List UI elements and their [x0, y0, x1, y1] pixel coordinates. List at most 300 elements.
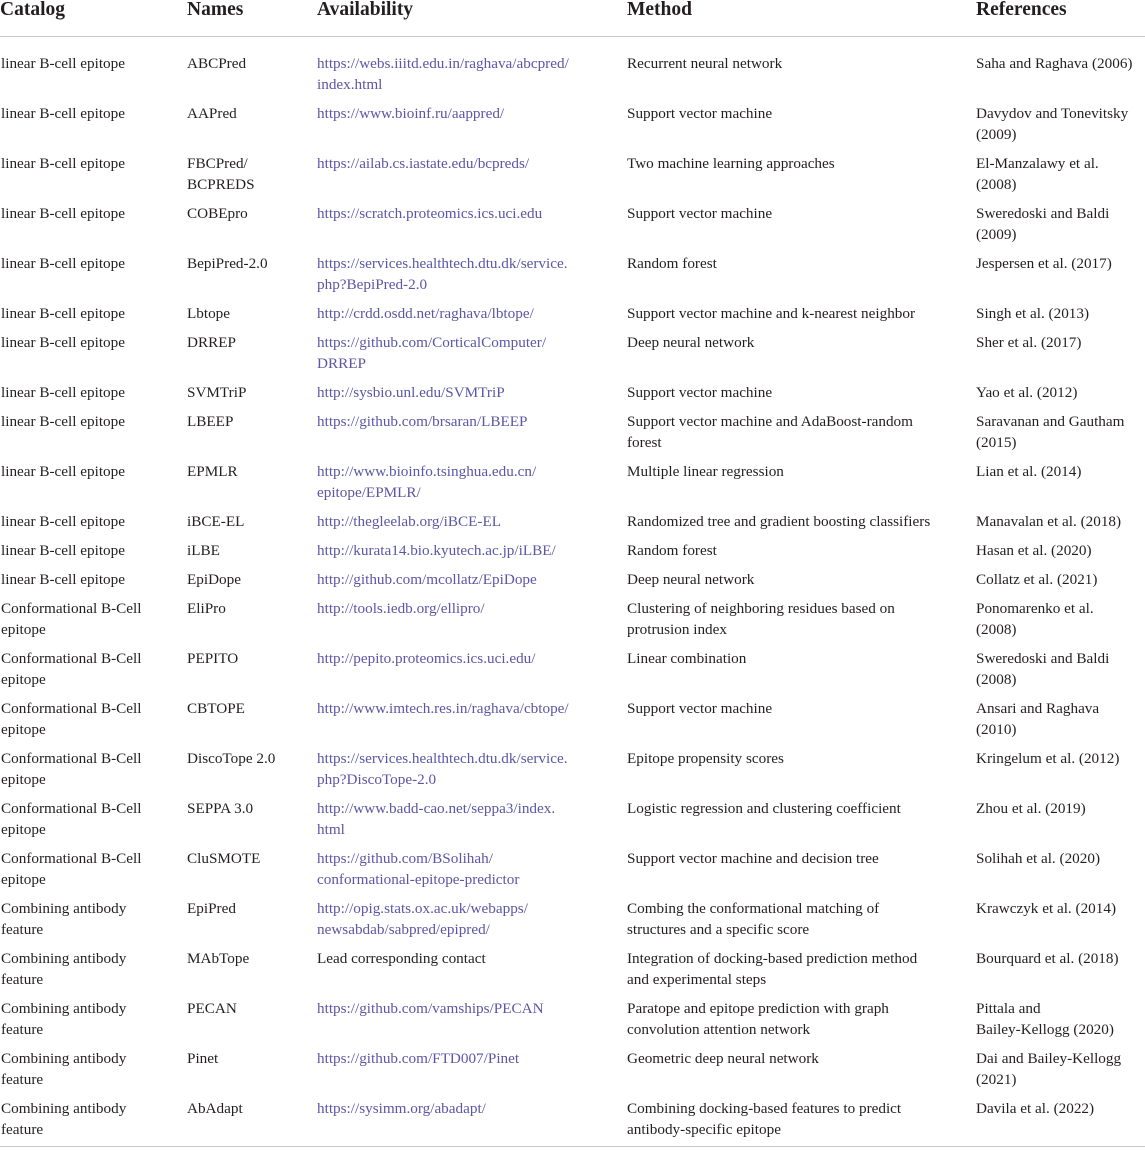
table-row — [0, 195, 1145, 245]
method-column-cell — [627, 37, 976, 96]
catalog-column-cell — [0, 640, 187, 690]
catalog-cell: feature — [1, 971, 44, 988]
reference-column-cell — [976, 503, 1145, 532]
availability-column-cell — [317, 890, 627, 940]
reference-column-cell — [976, 790, 1145, 840]
method-cell: Support vector machine — [627, 205, 773, 222]
reference-column-cell — [976, 690, 1145, 740]
method-cell: Support vector machine and decision tree — [627, 850, 879, 867]
reference-column-cell — [976, 990, 1145, 1040]
catalog-column-cell — [0, 145, 187, 195]
catalog-column-cell — [0, 590, 187, 640]
method-cell: Multiple linear regression — [627, 463, 784, 480]
availability-column-cell — [317, 590, 627, 640]
reference-cell: Jespersen et al. (2017) — [976, 255, 1112, 272]
method-column-cell — [627, 324, 976, 374]
reference-cell: Kringelum et al. (2012) — [976, 750, 1120, 767]
reference-cell: Krawczyk et al. (2014) — [976, 900, 1117, 917]
table-row — [0, 990, 1145, 1040]
availability-link[interactable]: https://ailab.cs.iastate.edu/bcpreds/ — [317, 155, 530, 172]
reference-column-cell — [976, 590, 1145, 640]
tool-name-cell: BCPREDS — [187, 176, 255, 193]
reference-cell: Bourquard et al. (2018) — [976, 950, 1119, 967]
method-column-cell — [627, 690, 976, 740]
name-column-cell — [187, 245, 317, 295]
availability-link[interactable]: https://github.com/BSolihah/ — [317, 850, 493, 867]
catalog-cell: linear B-cell epitope — [1, 571, 125, 588]
method-column-cell — [627, 95, 976, 145]
method-column-cell — [627, 503, 976, 532]
reference-cell: Ponomarenko et al. — [976, 600, 1094, 617]
tool-name-cell: SEPPA 3.0 — [187, 800, 254, 817]
header-availability: Availability — [317, 0, 627, 37]
name-column-cell — [187, 403, 317, 453]
table-row — [0, 690, 1145, 740]
method-cell: Random forest — [627, 542, 717, 559]
reference-cell: (2021) — [976, 1071, 1017, 1088]
name-column-cell — [187, 503, 317, 532]
method-column-cell — [627, 940, 976, 990]
name-column-cell — [187, 561, 317, 590]
availability-link[interactable]: php?BepiPred-2.0 — [317, 276, 428, 293]
table-row — [0, 245, 1145, 295]
name-column-cell — [187, 940, 317, 990]
catalog-column-cell — [0, 95, 187, 145]
reference-cell: Manavalan et al. (2018) — [976, 513, 1122, 530]
availability-link[interactable]: epitope/EPMLR/ — [317, 484, 421, 501]
catalog-cell: Combining antibody — [1, 1050, 127, 1067]
availability-link[interactable]: https://webs.iiitd.edu.in/raghava/abcpred/ — [317, 55, 569, 72]
availability-column-cell — [317, 145, 627, 195]
name-column-cell — [187, 690, 317, 740]
catalog-cell: epitope — [1, 671, 46, 688]
reference-cell: Davydov and Tonevitsky — [976, 105, 1129, 122]
availability-link[interactable]: php?DiscoTope-2.0 — [317, 771, 437, 788]
catalog-cell: Conformational B-Cell — [1, 800, 142, 817]
reference-cell: Singh et al. (2013) — [976, 305, 1090, 322]
reference-cell: Ansari and Raghava — [976, 700, 1100, 717]
name-column-cell — [187, 37, 317, 96]
availability-column-cell — [317, 195, 627, 245]
method-column-cell — [627, 145, 976, 195]
availability-link[interactable]: DRREP — [317, 355, 366, 372]
reference-cell: (2008) — [976, 176, 1017, 193]
reference-column-cell — [976, 740, 1145, 790]
catalog-cell: epitope — [1, 771, 46, 788]
catalog-cell: Conformational B-Cell — [1, 600, 142, 617]
availability-link[interactable]: https://scratch.proteomics.ics.uci.edu — [317, 205, 543, 222]
availability-link[interactable]: https://github.com/brsaran/LBEEP — [317, 413, 528, 430]
name-column-cell — [187, 532, 317, 561]
availability-column-cell — [317, 690, 627, 740]
catalog-cell: Combining antibody — [1, 900, 127, 917]
availability-column-cell — [317, 245, 627, 295]
availability-link[interactable]: html — [317, 821, 345, 838]
catalog-cell: linear B-cell epitope — [1, 155, 125, 172]
table-row — [0, 453, 1145, 503]
reference-cell: Solihah et al. (2020) — [976, 850, 1101, 867]
method-column-cell — [627, 295, 976, 324]
availability-link[interactable]: https://github.com/FTD007/Pinet — [317, 1050, 520, 1067]
name-column-cell — [187, 890, 317, 940]
reference-column-cell — [976, 37, 1145, 96]
availability-column-cell — [317, 95, 627, 145]
tool-name-cell: ABCPred — [187, 55, 247, 72]
name-column-cell — [187, 374, 317, 403]
catalog-column-cell — [0, 740, 187, 790]
availability-link[interactable]: http://thegleelab.org/iBCE-EL — [317, 513, 502, 530]
method-column-cell — [627, 195, 976, 245]
table-row — [0, 95, 1145, 145]
availability-link[interactable]: http://www.imtech.res.in/raghava/cbtope/ — [317, 700, 569, 717]
availability-column-cell — [317, 453, 627, 503]
catalog-cell: linear B-cell epitope — [1, 55, 125, 72]
header-method: Method — [627, 0, 976, 37]
table-row — [0, 1090, 1145, 1147]
reference-column-cell — [976, 532, 1145, 561]
availability-column-cell — [317, 1090, 627, 1147]
catalog-cell: Combining antibody — [1, 1100, 127, 1117]
tool-name-cell: EliPro — [187, 600, 226, 617]
tool-name-cell: DiscoTope 2.0 — [187, 750, 276, 767]
tool-name-cell: MAbTope — [187, 950, 250, 967]
catalog-cell: linear B-cell epitope — [1, 255, 125, 272]
availability-column-cell — [317, 790, 627, 840]
catalog-cell: Conformational B-Cell — [1, 750, 142, 767]
method-column-cell — [627, 1090, 976, 1147]
header-references: References — [976, 0, 1145, 37]
availability-column-cell — [317, 740, 627, 790]
reference-cell: Saravanan and Gautham — [976, 413, 1125, 430]
method-cell: Linear combination — [627, 650, 747, 667]
catalog-column-cell — [0, 453, 187, 503]
catalog-column-cell — [0, 990, 187, 1040]
availability-link[interactable]: http://sysbio.unl.edu/SVMTriP — [317, 384, 505, 401]
availability-column-cell — [317, 403, 627, 453]
tool-name-cell: PEPITO — [187, 650, 239, 667]
reference-cell: Hasan et al. (2020) — [976, 542, 1092, 559]
reference-column-cell — [976, 640, 1145, 690]
reference-column-cell — [976, 453, 1145, 503]
reference-column-cell — [976, 940, 1145, 990]
header-catalog: Catalog — [0, 0, 187, 37]
table-row — [0, 561, 1145, 590]
tool-name-cell: PECAN — [187, 1000, 237, 1017]
reference-cell: Sweredoski and Baldi — [976, 205, 1110, 222]
availability-link[interactable]: https://github.com/vamships/PECAN — [317, 1000, 544, 1017]
availability-column-cell — [317, 324, 627, 374]
availability-column-cell — [317, 295, 627, 324]
reference-column-cell — [976, 374, 1145, 403]
availability-column-cell — [317, 37, 627, 96]
method-cell: Support vector machine — [627, 700, 773, 717]
name-column-cell — [187, 740, 317, 790]
reference-cell: (2010) — [976, 721, 1017, 738]
reference-column-cell — [976, 840, 1145, 890]
tool-name-cell: AAPred — [187, 105, 237, 122]
table-row — [0, 790, 1145, 840]
catalog-cell: linear B-cell epitope — [1, 384, 125, 401]
reference-cell: El-Manzalawy et al. — [976, 155, 1099, 172]
name-column-cell — [187, 1040, 317, 1090]
method-column-cell — [627, 790, 976, 840]
method-cell: Random forest — [627, 255, 717, 272]
name-column-cell — [187, 990, 317, 1040]
table-row — [0, 590, 1145, 640]
table-row — [0, 403, 1145, 453]
table-row — [0, 503, 1145, 532]
name-column-cell — [187, 295, 317, 324]
reference-column-cell — [976, 245, 1145, 295]
method-cell: antibody-specific epitope — [627, 1121, 781, 1138]
tool-name-cell: iLBE — [187, 542, 220, 559]
tool-name-cell: DRREP — [187, 334, 236, 351]
table-row — [0, 295, 1145, 324]
availability-column-cell — [317, 840, 627, 890]
method-cell: Combining docking-based features to predict — [627, 1100, 902, 1117]
availability-column-cell — [317, 640, 627, 690]
catalog-cell: Combining antibody — [1, 1000, 127, 1017]
catalog-cell: linear B-cell epitope — [1, 334, 125, 351]
catalog-cell: epitope — [1, 871, 46, 888]
method-column-cell — [627, 640, 976, 690]
method-cell: Clustering of neighboring residues based on — [627, 600, 895, 617]
tool-name-cell: BepiPred-2.0 — [187, 255, 268, 272]
catalog-cell: feature — [1, 1071, 44, 1088]
tool-name-cell: AbAdapt — [187, 1100, 243, 1117]
reference-column-cell — [976, 295, 1145, 324]
method-column-cell — [627, 453, 976, 503]
availability-column-cell — [317, 374, 627, 403]
catalog-cell: linear B-cell epitope — [1, 413, 125, 430]
reference-cell: Zhou et al. (2019) — [976, 800, 1086, 817]
reference-column-cell — [976, 1040, 1145, 1090]
method-cell: Randomized tree and gradient boosting classifiers — [627, 513, 931, 530]
availability-link[interactable]: https://services.healthtech.dtu.dk/service. — [317, 750, 568, 767]
availability-link[interactable]: index.html — [317, 76, 383, 93]
catalog-cell: feature — [1, 921, 44, 938]
catalog-cell: epitope — [1, 621, 46, 638]
availability-text: Lead corresponding contact — [317, 950, 486, 967]
method-cell: Support vector machine — [627, 105, 773, 122]
method-cell: and experimental steps — [627, 971, 767, 988]
reference-column-cell — [976, 890, 1145, 940]
reference-cell: (2009) — [976, 226, 1017, 243]
availability-column-cell — [317, 532, 627, 561]
catalog-cell: linear B-cell epitope — [1, 105, 125, 122]
table-row — [0, 640, 1145, 690]
name-column-cell — [187, 1090, 317, 1147]
method-column-cell — [627, 590, 976, 640]
tool-name-cell: Pinet — [187, 1050, 219, 1067]
method-cell: Support vector machine and AdaBoost-random — [627, 413, 913, 430]
tool-name-cell: EpiDope — [187, 571, 241, 588]
availability-link[interactable]: http://tools.iedb.org/ellipro/ — [317, 600, 485, 617]
availability-column-cell — [317, 990, 627, 1040]
catalog-column-cell — [0, 890, 187, 940]
method-cell: Recurrent neural network — [627, 55, 783, 72]
reference-cell: Pittala and — [976, 1000, 1041, 1017]
reference-cell: Sher et al. (2017) — [976, 334, 1082, 351]
catalog-column-cell — [0, 532, 187, 561]
availability-link[interactable]: https://services.healthtech.dtu.dk/service. — [317, 255, 568, 272]
method-cell: Combing the conformational matching of — [627, 900, 880, 917]
header-names: Names — [187, 0, 317, 37]
name-column-cell — [187, 640, 317, 690]
availability-link[interactable]: https://www.bioinf.ru/aappred/ — [317, 105, 505, 122]
catalog-column-cell — [0, 37, 187, 96]
header-row — [0, 0, 1145, 37]
reference-cell: Dai and Bailey-Kellogg — [976, 1050, 1122, 1067]
catalog-cell: epitope — [1, 721, 46, 738]
tool-name-cell: LBEEP — [187, 413, 234, 430]
table-bottom-rule — [0, 1147, 1145, 1154]
catalog-cell: feature — [1, 1021, 44, 1038]
availability-link[interactable]: https://sysimm.org/abadapt/ — [317, 1100, 486, 1117]
tool-name-cell: CBTOPE — [187, 700, 245, 717]
method-column-cell — [627, 1040, 976, 1090]
table-row — [0, 374, 1145, 403]
reference-cell: (2015) — [976, 434, 1017, 451]
catalog-cell: epitope — [1, 821, 46, 838]
table-row — [0, 532, 1145, 561]
name-column-cell — [187, 195, 317, 245]
reference-cell: Collatz et al. (2021) — [976, 571, 1098, 588]
table-row — [0, 840, 1145, 890]
reference-cell: (2008) — [976, 621, 1017, 638]
reference-cell: (2008) — [976, 671, 1017, 688]
method-cell: protrusion index — [627, 621, 727, 638]
catalog-column-cell — [0, 940, 187, 990]
reference-cell: Yao et al. (2012) — [976, 384, 1078, 401]
tool-name-cell: EpiPred — [187, 900, 236, 917]
tool-name-cell: COBEpro — [187, 205, 248, 222]
reference-cell: Saha and Raghava (2006) — [976, 55, 1133, 72]
method-column-cell — [627, 374, 976, 403]
availability-link[interactable]: http://crdd.osdd.net/raghava/lbtope/ — [317, 305, 534, 322]
table-header — [0, 0, 1145, 37]
method-column-cell — [627, 561, 976, 590]
catalog-column-cell — [0, 561, 187, 590]
tool-name-cell: SVMTriP — [187, 384, 247, 401]
method-column-cell — [627, 840, 976, 890]
availability-link[interactable]: http://pepito.proteomics.ics.uci.edu/ — [317, 650, 536, 667]
catalog-cell: Conformational B-Cell — [1, 650, 142, 667]
tool-name-cell: Lbtope — [187, 305, 231, 322]
catalog-cell: feature — [1, 1121, 44, 1138]
method-cell: Deep neural network — [627, 571, 755, 588]
tool-name-cell: FBCPred/ — [187, 155, 248, 172]
method-cell: forest — [627, 434, 662, 451]
method-column-cell — [627, 403, 976, 453]
table-body — [0, 37, 1145, 1147]
name-column-cell — [187, 145, 317, 195]
availability-link[interactable]: http://github.com/mcollatz/EpiDope — [317, 571, 537, 588]
availability-link[interactable]: http://kurata14.bio.kyutech.ac.jp/iLBE/ — [317, 542, 556, 559]
name-column-cell — [187, 790, 317, 840]
reference-cell: Lian et al. (2014) — [976, 463, 1082, 480]
availability-link[interactable]: http://www.bioinfo.tsinghua.edu.cn/ — [317, 463, 537, 480]
catalog-column-cell — [0, 503, 187, 532]
table-row — [0, 890, 1145, 940]
catalog-column-cell — [0, 790, 187, 840]
method-cell: Epitope propensity scores — [627, 750, 784, 767]
catalog-column-cell — [0, 1090, 187, 1147]
reference-column-cell — [976, 95, 1145, 145]
method-cell: Paratope and epitope prediction with graph — [627, 1000, 889, 1017]
catalog-cell: Conformational B-Cell — [1, 700, 142, 717]
catalog-column-cell — [0, 840, 187, 890]
availability-link[interactable]: conformational-epitope-predictor — [317, 871, 520, 888]
reference-column-cell — [976, 145, 1145, 195]
reference-cell: Sweredoski and Baldi — [976, 650, 1110, 667]
catalog-column-cell — [0, 295, 187, 324]
catalog-column-cell — [0, 403, 187, 453]
name-column-cell — [187, 840, 317, 890]
catalog-column-cell — [0, 245, 187, 295]
method-cell: Integration of docking-based prediction method — [627, 950, 918, 967]
tool-name-cell: CluSMOTE — [187, 850, 261, 867]
availability-column-cell — [317, 1040, 627, 1090]
method-column-cell — [627, 990, 976, 1040]
method-cell: Two machine learning approaches — [627, 155, 835, 172]
table-row — [0, 940, 1145, 990]
catalog-cell: linear B-cell epitope — [1, 205, 125, 222]
table-row — [0, 1040, 1145, 1090]
availability-column-cell — [317, 503, 627, 532]
method-cell: convolution attention network — [627, 1021, 811, 1038]
method-cell: Support vector machine — [627, 384, 773, 401]
catalog-cell: linear B-cell epitope — [1, 513, 125, 530]
method-column-cell — [627, 740, 976, 790]
availability-link[interactable]: http://opig.stats.ox.ac.uk/webapps/ — [317, 900, 528, 917]
table-row — [0, 324, 1145, 374]
catalog-column-cell — [0, 195, 187, 245]
method-cell: Deep neural network — [627, 334, 755, 351]
method-column-cell — [627, 890, 976, 940]
catalog-column-cell — [0, 1040, 187, 1090]
availability-link[interactable]: http://www.badd-cao.net/seppa3/index. — [317, 800, 556, 817]
reference-cell: Davila et al. (2022) — [976, 1100, 1095, 1117]
reference-column-cell — [976, 324, 1145, 374]
method-column-cell — [627, 245, 976, 295]
name-column-cell — [187, 590, 317, 640]
availability-column-cell — [317, 561, 627, 590]
method-cell: Support vector machine and k-nearest neighbor — [627, 305, 916, 322]
method-cell: Logistic regression and clustering coefficient — [627, 800, 901, 817]
catalog-column-cell — [0, 374, 187, 403]
tool-name-cell: EPMLR — [187, 463, 238, 480]
catalog-cell: Combining antibody — [1, 950, 127, 967]
reference-column-cell — [976, 561, 1145, 590]
catalog-cell: linear B-cell epitope — [1, 542, 125, 559]
name-column-cell — [187, 324, 317, 374]
method-cell: Geometric deep neural network — [627, 1050, 819, 1067]
reference-column-cell — [976, 1090, 1145, 1147]
reference-column-cell — [976, 195, 1145, 245]
availability-link[interactable]: https://github.com/CorticalComputer/ — [317, 334, 547, 351]
name-column-cell — [187, 95, 317, 145]
reference-cell: (2009) — [976, 126, 1017, 143]
catalog-cell: linear B-cell epitope — [1, 305, 125, 322]
availability-link[interactable]: newsabdab/sabpred/epipred/ — [317, 921, 490, 938]
catalog-column-cell — [0, 690, 187, 740]
catalog-cell: linear B-cell epitope — [1, 463, 125, 480]
tool-name-cell: iBCE-EL — [187, 513, 245, 530]
availability-column-cell — [317, 940, 627, 990]
table-row — [0, 37, 1145, 96]
catalog-column-cell — [0, 324, 187, 374]
